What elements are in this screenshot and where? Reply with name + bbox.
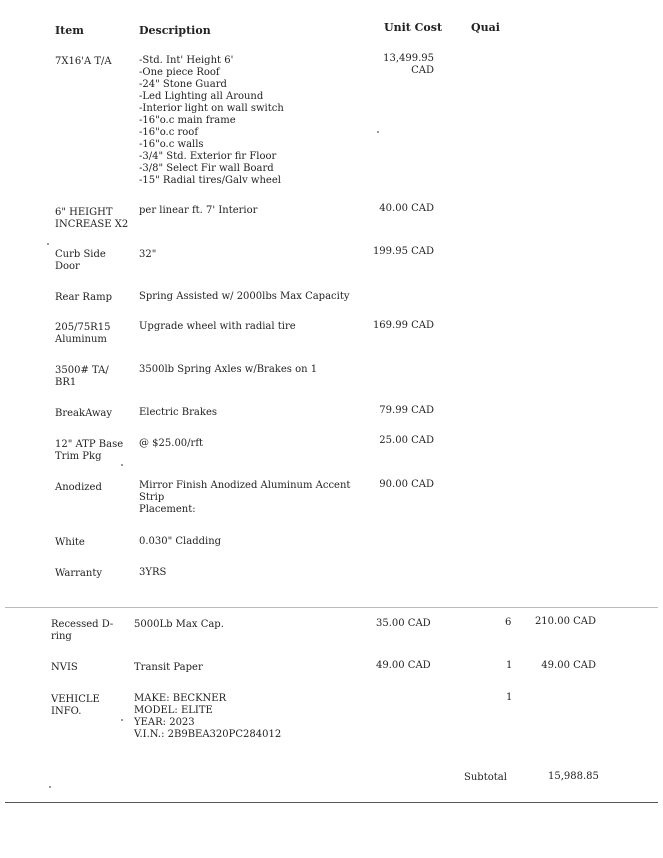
row-unit-cost: 25.00 CAD: [379, 435, 434, 446]
row-unit-cost: [372, 53, 434, 77]
scan-speck: [121, 464, 123, 466]
description-line: Mirror Finish Anodized Aluminum Accent: [139, 480, 351, 491]
row-total: 210.00 CAD: [534, 616, 596, 627]
scan-speck: [47, 243, 49, 245]
description-line: -Std. Int' Height 6': [139, 55, 234, 66]
unit-cost-amount: 13,499.95: [383, 53, 434, 64]
row-description: 3YRS: [139, 567, 167, 578]
row-item-line: 12" ATP Base: [55, 439, 124, 450]
row-description: 5000Lb Max Cap.: [134, 619, 224, 630]
row-item: [55, 249, 106, 273]
row-item-line: 3500# TA/: [55, 365, 109, 376]
row-unit-cost: 90.00 CAD: [379, 479, 434, 490]
description-line: Placement:: [139, 504, 196, 515]
description-line: Strip: [139, 492, 165, 503]
description-line: -16"o.c walls: [139, 139, 204, 150]
row-item: [55, 365, 109, 389]
row-item: [51, 694, 100, 718]
row-description: Transit Paper: [134, 662, 203, 673]
row-description: 3500lb Spring Axles w/Brakes on 1: [139, 364, 318, 375]
row-item-line: BR1: [55, 377, 77, 388]
description-line: -24" Stone Guard: [139, 79, 227, 90]
row-unit-cost: 169.99 CAD: [372, 320, 434, 331]
row-item: [51, 619, 113, 643]
row-item-line: 6" HEIGHT: [55, 207, 113, 218]
row-item: [55, 439, 123, 463]
row-description: Electric Brakes: [139, 407, 217, 418]
description-line: MAKE: BECKNER: [134, 693, 227, 704]
description-line: -16"o.c main frame: [139, 115, 236, 126]
row-item-line: Curb Side: [55, 249, 106, 260]
row-description: Spring Assisted w/ 2000lbs Max Capacity: [139, 291, 350, 302]
description-line: V.I.N.: 2B9BEA320PC284012: [134, 729, 282, 740]
description-line: MODEL: ELITE: [134, 705, 213, 716]
row-unit-cost: 49.00 CAD: [376, 660, 431, 671]
row-quantity: 1: [506, 692, 513, 703]
row-item: [55, 207, 128, 231]
row-item-line: INCREASE X2: [55, 219, 129, 230]
row-description: Upgrade wheel with radial tire: [139, 321, 296, 332]
row-unit-cost: 79.99 CAD: [379, 405, 434, 416]
description-line: -3/8" Select Fir wall Board: [139, 163, 274, 174]
row-item-line: VEHICLE: [51, 694, 100, 705]
description-line: -16"o.c roof: [139, 127, 199, 138]
description-line: -Led Lighting all Around: [139, 91, 264, 102]
row-item-line: ring: [51, 631, 72, 642]
row-unit-cost: 199.95 CAD: [372, 246, 434, 257]
header-description: Description: [139, 24, 211, 37]
row-item: Warranty: [55, 568, 103, 579]
row-description: 32": [139, 249, 157, 260]
scan-speck: [377, 131, 379, 133]
header-quantity: Quai: [471, 21, 500, 34]
footer-separator: [5, 802, 658, 803]
row-item-line: 205/75R15: [55, 322, 111, 333]
row-quantity: 6: [505, 617, 512, 628]
row-description: @ $25.00/rft: [139, 438, 204, 449]
header-item: Item: [55, 24, 84, 37]
row-unit-cost: 35.00 CAD: [376, 618, 431, 629]
description-line: -Interior light on wall switch: [139, 103, 284, 114]
row-item-line: Aluminum: [55, 334, 107, 345]
subtotal-value: 15,988.85: [548, 771, 599, 782]
row-quantity: 1: [506, 660, 513, 671]
row-item: BreakAway: [55, 408, 113, 419]
scan-speck: [121, 719, 123, 721]
row-item-line: Trim Pkg: [55, 451, 102, 462]
row-item: 7X16'A T/A: [55, 56, 112, 67]
description-line: -One piece Roof: [139, 67, 220, 78]
row-item: White: [55, 537, 85, 548]
row-unit-cost: 40.00 CAD: [379, 203, 434, 214]
row-item-line: INFO.: [51, 706, 82, 717]
row-description: [139, 55, 284, 187]
row-item: Rear Ramp: [55, 292, 112, 303]
description-line: YEAR: 2023: [134, 717, 195, 728]
row-item-line: Door: [55, 261, 80, 272]
description-line: -15" Radial tires/Galv wheel: [139, 175, 281, 186]
header-unit-cost: Unit Cost: [384, 21, 443, 34]
subtotal-label: Subtotal: [464, 772, 507, 783]
row-item: [55, 322, 110, 346]
description-line: -3/4" Std. Exterior fir Floor: [139, 151, 277, 162]
row-item-line: Recessed D-: [51, 619, 114, 630]
page-separator: [5, 607, 658, 608]
unit-cost-currency: CAD: [411, 65, 434, 76]
row-description: per linear ft. 7' Interior: [139, 205, 258, 216]
row-description: [134, 693, 281, 741]
row-description: 0.030" Cladding: [139, 536, 222, 547]
row-item: NVIS: [51, 662, 78, 673]
row-description: [139, 480, 350, 516]
row-item: Anodized: [55, 482, 102, 493]
scan-speck: [49, 786, 51, 788]
row-total: 49.00 CAD: [541, 660, 596, 671]
